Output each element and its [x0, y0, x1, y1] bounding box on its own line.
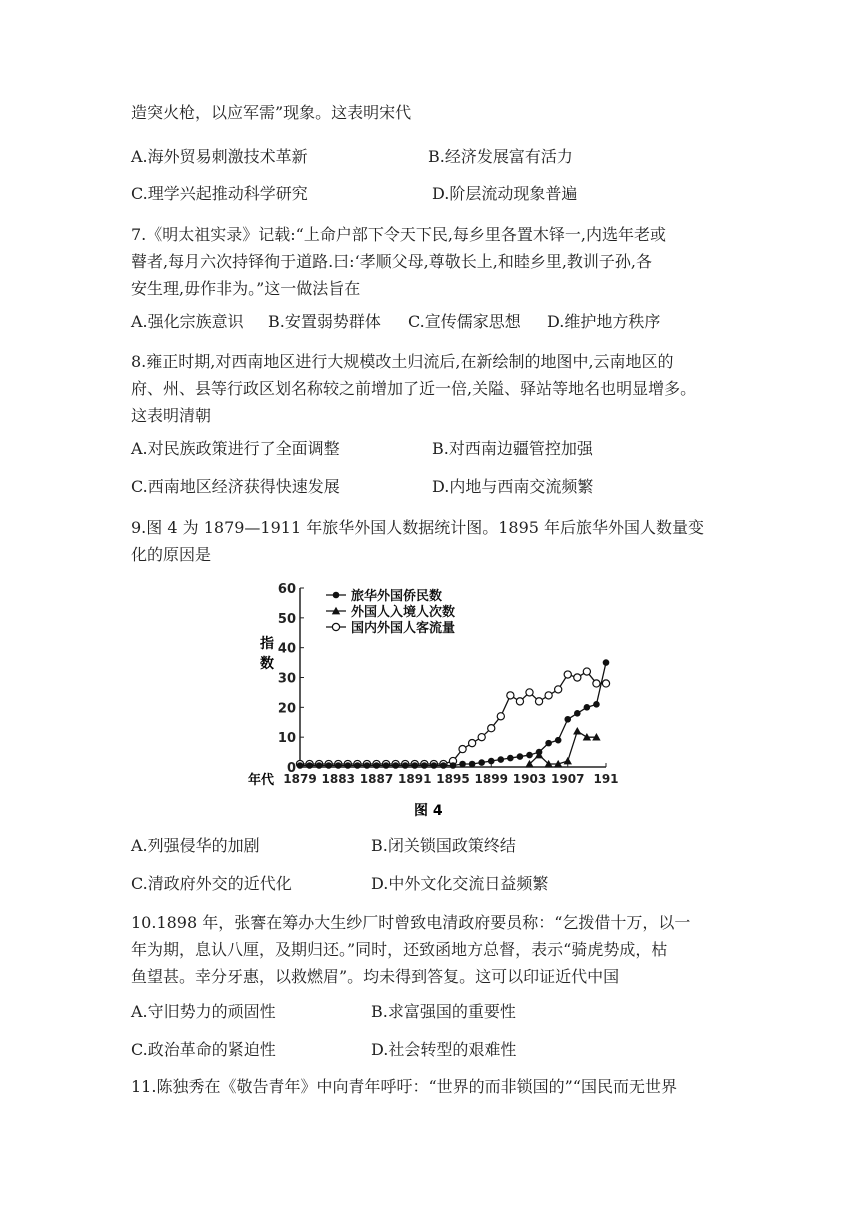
q7-stem — [131, 221, 737, 302]
q6-option-c: C.理学兴起推动科学研究 — [131, 184, 308, 203]
q8-stem-line: 这表明清朝 — [131, 406, 212, 425]
x-tick-label: 1887 — [359, 772, 394, 786]
q9-option-b: B.闭关锁国政策终结 — [371, 836, 516, 855]
data-point — [364, 762, 371, 769]
q7-stem-line: 7.《明太祖实录》记载:“上命户部下令天下民,每乡里各置木铎一,内选年老或 — [131, 225, 667, 244]
data-point — [602, 680, 609, 687]
q9-stem — [131, 514, 737, 568]
y-tick-label: 20 — [277, 701, 296, 717]
data-point — [332, 623, 339, 630]
figure-4-chart — [248, 580, 628, 820]
data-point — [517, 753, 524, 760]
data-point — [507, 755, 514, 762]
data-point — [555, 686, 562, 693]
q6-option-d: D.阶层流动现象普遍 — [432, 184, 578, 203]
data-point — [345, 762, 352, 769]
data-point — [574, 710, 581, 717]
figure-caption: 图 4 — [414, 803, 443, 819]
data-point — [574, 674, 581, 681]
q10-stem — [131, 909, 737, 990]
y-axis-label-part: 指 — [260, 636, 274, 652]
data-point — [421, 762, 428, 769]
data-point — [392, 762, 399, 769]
q10-option-c: C.政治革命的紧迫性 — [131, 1040, 276, 1059]
legend-label: 旅华外国侨民数 — [351, 589, 443, 604]
data-point — [535, 698, 542, 705]
q8-option-b: B.对西南边疆管控加强 — [432, 439, 593, 458]
q8-option-d: D.内地与西南交流频繁 — [432, 477, 594, 496]
q10-stem-line: 10.1898 年，张謇在筹办大生纱厂时曾致电清政府要员称：“乞拨借十万，以一 — [131, 913, 691, 932]
data-point — [488, 758, 495, 765]
x-tick-label: 191 — [593, 772, 619, 786]
data-point — [516, 698, 523, 705]
data-point — [440, 762, 447, 769]
x-tick-label: 1899 — [474, 772, 508, 786]
data-point — [450, 762, 457, 769]
data-point — [431, 762, 438, 769]
q9-option-d: D.中外文化交流日益频繁 — [371, 874, 549, 893]
data-point — [383, 762, 390, 769]
series-1 — [525, 727, 600, 767]
x-axis-label: 年代 — [248, 773, 275, 788]
y-tick-label: 60 — [277, 582, 296, 597]
series-2 — [296, 668, 609, 768]
q8-stem-line: 府、州、县等行政区划名称较之前增加了近一倍,关隘、驿站等地名也明显增多。 — [131, 379, 697, 398]
data-point — [545, 692, 552, 699]
q7-option-a: A.强化宗族意识 — [131, 312, 244, 331]
x-tick-label: 1895 — [436, 772, 470, 786]
q9-option-c: C.清政府外交的近代化 — [131, 874, 292, 893]
x-tick-label: 1907 — [551, 772, 585, 786]
data-point — [333, 592, 340, 599]
data-point — [488, 725, 495, 732]
data-point — [507, 692, 514, 699]
q7-stem-line: 瞽者,每月六次持铎徇于道路.曰:‘孝顺父母,尊敬长上,和睦乡里,教训子孙,各 — [131, 252, 652, 271]
q7-stem-line: 安生理,毋作非为。”这一做法旨在 — [131, 279, 361, 298]
q8-stem-line: 8.雍正时期,对西南地区进行大规模改土归流后,在新绘制的地图中,云南地区的 — [131, 352, 674, 371]
q10-stem-line: 鱼望甚。幸分牙惠，以救燃眉”。均未得到答复。这可以印证近代中国 — [131, 967, 620, 986]
q9-option-a: A.列强侵华的加剧 — [131, 836, 260, 855]
series-0 — [297, 659, 610, 769]
data-point — [354, 762, 361, 769]
y-tick-label: 10 — [277, 731, 296, 747]
y-tick-label: 50 — [277, 611, 296, 627]
q8-stem — [131, 348, 737, 429]
data-point — [573, 727, 581, 735]
data-point — [498, 756, 505, 763]
y-tick-label: 40 — [277, 641, 296, 657]
data-point — [335, 762, 342, 769]
q11-stem: 11.陈独秀在《敬告青年》中向青年呼吁：“世界的而非锁国的”“国民而无世界 — [131, 1077, 677, 1096]
data-point — [316, 762, 323, 769]
data-point — [469, 740, 476, 747]
data-point — [564, 671, 571, 678]
data-point — [526, 752, 533, 759]
q7-option-c: C.宣传儒家思想 — [408, 312, 521, 331]
data-point — [373, 762, 380, 769]
legend-label: 国内外国人客流量 — [351, 621, 456, 636]
q10-option-a: A.守旧势力的顽固性 — [131, 1002, 276, 1021]
y-axis-label-part: 数 — [260, 656, 274, 672]
q9-stem-line: 9.图 4 为 1879—1911 年旅华外国人数据统计图。1895 年后旅华外国人数量变 — [131, 518, 705, 537]
data-point — [583, 668, 590, 675]
x-tick-label: 1883 — [321, 772, 355, 786]
chart-legend — [326, 588, 455, 636]
data-point — [497, 713, 504, 720]
data-point — [564, 757, 572, 765]
y-tick-label: 30 — [277, 671, 296, 687]
legend-label: 外国人入境人次数 — [351, 605, 456, 620]
q8-option-c: C.西南地区经济获得快速发展 — [131, 477, 340, 496]
data-point — [603, 659, 610, 666]
chart-series — [296, 659, 609, 769]
x-tick-label: 1891 — [398, 772, 432, 786]
series-line — [300, 663, 606, 766]
x-tick-label: 1903 — [512, 772, 547, 786]
data-point — [545, 740, 552, 747]
data-point — [555, 737, 562, 744]
data-point — [593, 701, 600, 708]
data-point — [469, 761, 476, 768]
y-tick-label: 0 — [286, 761, 296, 776]
q7-option-b: B.安置弱势群体 — [268, 312, 381, 331]
q7-option-d: D.维护地方秩序 — [547, 312, 661, 331]
data-point — [306, 762, 313, 769]
q6-option-a: A.海外贸易刺激技术革新 — [131, 147, 308, 166]
q9-stem-line: 化的原因是 — [131, 545, 212, 564]
data-point — [478, 734, 485, 741]
data-point — [584, 704, 591, 711]
q6-option-b: B.经济发展富有活力 — [428, 147, 573, 166]
q8-option-a: A.对民族政策进行了全面调整 — [131, 439, 340, 458]
x-tick-label: 1879 — [283, 772, 317, 786]
data-point — [564, 716, 571, 723]
data-point — [411, 762, 418, 769]
data-point — [297, 762, 304, 769]
data-point — [478, 759, 485, 766]
data-point — [459, 761, 466, 768]
data-point — [593, 680, 600, 687]
data-point — [325, 762, 332, 769]
q10-stem-line: 年为期，息认八厘，及期归还。”同时，还致函地方总督，表示“骑虎势成，枯 — [131, 940, 668, 959]
q10-option-d: D.社会转型的艰难性 — [371, 1040, 517, 1059]
q10-option-b: B.求富强国的重要性 — [371, 1002, 516, 1021]
data-point — [402, 762, 409, 769]
series-line — [300, 672, 606, 764]
data-point — [526, 689, 533, 696]
q6-stem-tail: 造突火枪，以应军需”现象。这表明宋代 — [131, 103, 412, 122]
data-point — [459, 746, 466, 753]
